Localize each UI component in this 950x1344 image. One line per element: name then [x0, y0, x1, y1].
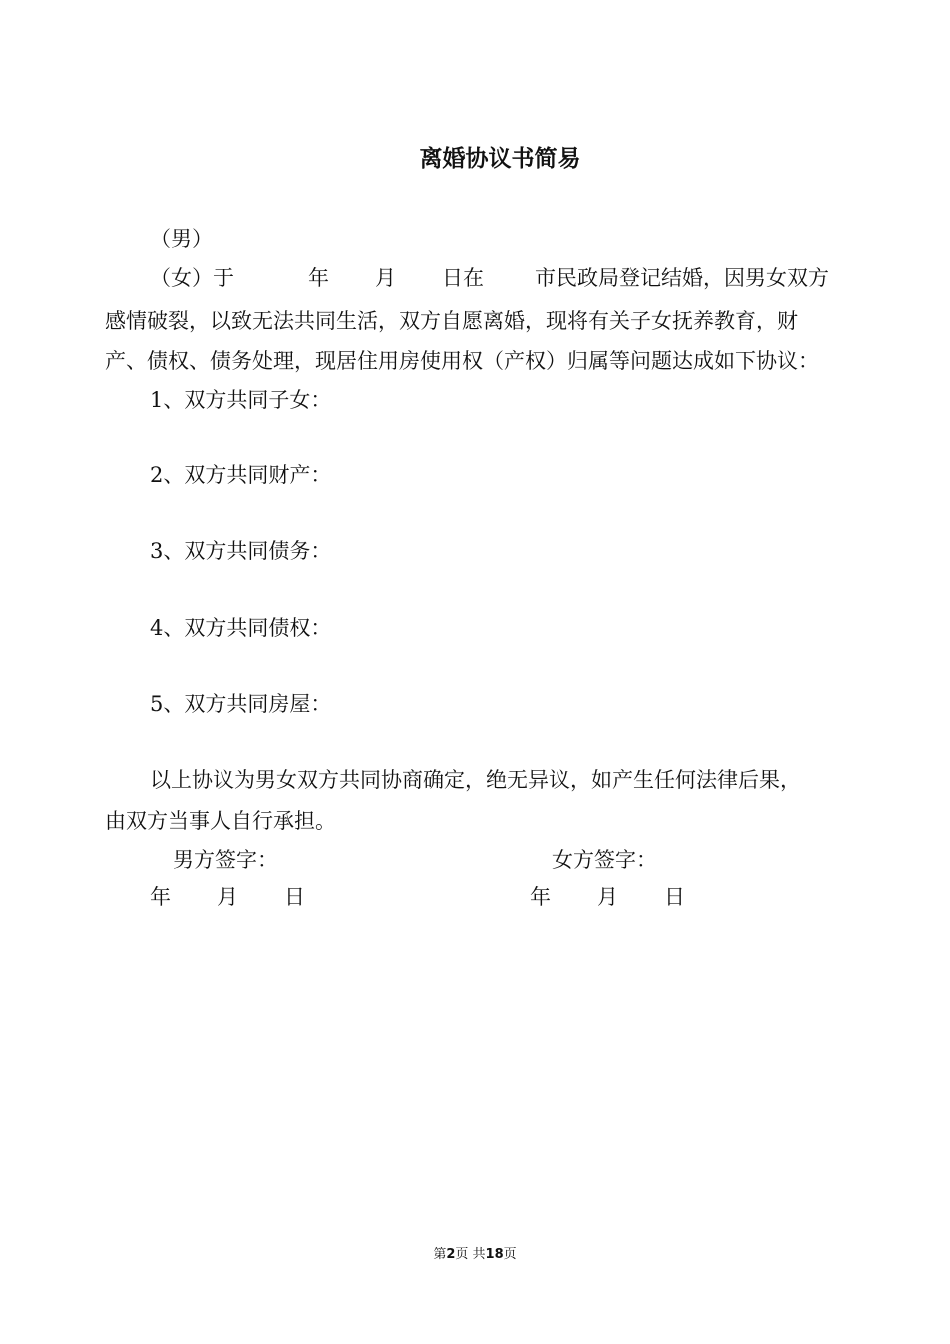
item-house: 5、双方共同房屋： — [150, 692, 332, 716]
marriage-month-word: 月 — [375, 266, 396, 290]
male-signature-label: 男方签字： — [173, 848, 278, 872]
marriage-year-word: 年 — [308, 266, 329, 290]
item-claims: 4、双方共同债权： — [150, 616, 332, 640]
marriage-day-word: 日在 — [442, 266, 484, 290]
intro-line-3: 产、债权、债务处理，现居住用房使用权（产权）归属等问题达成如下协议： — [105, 349, 819, 373]
male-date-day: 日 — [284, 885, 305, 909]
female-party-prefix: （女）于 — [150, 266, 234, 290]
footer-middle: 页 共 — [455, 1247, 486, 1262]
male-date-month: 月 — [217, 885, 238, 909]
closing-line-1: 以上协议为男女双方共同协商确定，绝无异议，如产生任何法律后果， — [150, 768, 801, 792]
footer-page-number: 2 — [446, 1247, 456, 1262]
document-title: 离婚协议书简易 — [419, 146, 581, 172]
page-footer — [0, 1248, 950, 1261]
footer-suffix: 页 — [503, 1247, 517, 1262]
female-date-day: 日 — [664, 885, 685, 909]
female-date-year: 年 — [530, 885, 551, 909]
intro-line-1-end: 市民政局登记结婚，因男女双方 — [535, 266, 829, 290]
male-party-line: （男） — [150, 227, 213, 251]
female-date-month: 月 — [597, 885, 618, 909]
footer-prefix: 第 — [433, 1247, 447, 1262]
closing-line-2: 由双方当事人自行承担。 — [105, 809, 336, 833]
item-debts: 3、双方共同债务： — [150, 539, 332, 563]
item-children: 1、双方共同子女： — [150, 388, 332, 412]
footer-total-pages: 18 — [485, 1247, 504, 1262]
item-property: 2、双方共同财产： — [150, 463, 332, 487]
male-date-year: 年 — [150, 885, 171, 909]
intro-line-2: 感情破裂，以致无法共同生活，双方自愿离婚，现将有关子女抚养教育，财 — [105, 309, 798, 333]
female-signature-label: 女方签字： — [552, 848, 657, 872]
